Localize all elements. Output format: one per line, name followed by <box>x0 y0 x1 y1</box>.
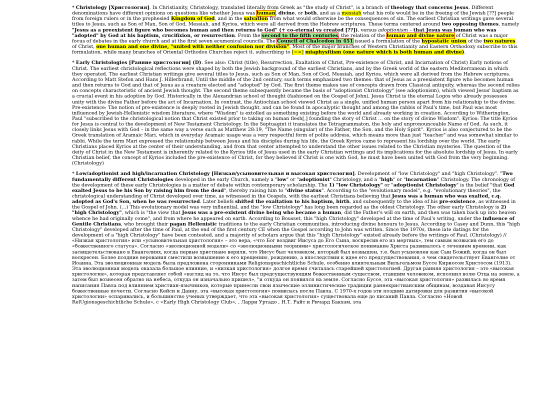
bold-text: Low/adoptionist and high/incarnation Christology [Низкая/усыновительная и высокая христология] <box>75 171 355 177</box>
bold-text: that Jesus was human who was "adopted" by God at his baptism, crucifixion, or resurrection <box>72 27 497 39</box>
bold-text: 1) "low Christology" <box>328 182 383 188</box>
highlighted-phrase: human and divine nature <box>386 32 455 39</box>
text-run: , the relation of the <box>337 32 387 39</box>
text-run: or " <box>382 182 394 188</box>
text-run: . In Christianity, Christology, translated literally from Greek as "the study of Christ", is a branch of <box>149 5 391 11</box>
text-run: " Christology, and a " <box>329 176 381 183</box>
text-run: " is the belief "that <box>456 182 504 188</box>
bold-text: 2) "high Christology" <box>72 204 507 216</box>
highlighted-phrase: hypostatic union <box>421 38 467 44</box>
bold-text: Christology [Христология] <box>75 5 150 11</box>
text-run: , and as a <box>316 10 342 17</box>
highlighted-phrase: messiah <box>341 10 362 17</box>
text-run: . From the <box>234 32 262 39</box>
bold-text: divine <box>278 10 295 17</box>
text-run: ", thereby raising him to " <box>223 187 288 194</box>
bold-text: Jesus was a pre-existent divine being who became a human <box>181 210 342 216</box>
bold-text: both <box>304 10 317 17</box>
text-run: * <box>72 60 76 66</box>
text-run: developed in the early Church, namely a " <box>173 176 278 183</box>
text-run: of Christ, <box>72 44 97 50</box>
bold-text: high <box>380 176 394 183</box>
text-run: , <box>275 10 279 17</box>
text-run: , as witnessed in the Gospel of John. (...) This evolutionary model was very influential, and the "low Christology" has long been regarded as the oldest Christology. The other early Christology is <box>72 199 516 211</box>
text-run: " Christology. The chronology of the development of these early Christologies is a matter of debate within contemporary scholarship. The <box>72 176 516 188</box>
bold-text: Jesus was a human who was exalted, c.q. adopted as God's Son, when he was resurrected <box>72 193 502 205</box>
highlighted-phrase: Kingdom of God <box>171 16 215 22</box>
entry-early-christologies <box>72 60 520 166</box>
text-run: . See also: Christ (title), Resurrection, Exaltation of Christ, Pre-existence of Christ, and Incarnation of Christ) Early notions of Christ. The earliest christological reflections were shaped by both the Jewish background of the earliest Christians, and by the Greek world of the eastern Mediterranean in which they operated. The earliest Christian writings give several titles to Jesus, such as Son of Man, Son of God, Messiah, and Kyrios, which were all derived from the Hebrew scriptures. According to Matt Stefon and Hans J. Hillerbrand, Until the middle of the 2nd century, such terms emphasized two themes: that of Jesus as a preexistent figure who becomes human and then returns to God and that of Jesus as a creature elected and "adopted" by God. The first theme makes use of concepts drawn from Classical antiquity, whereas the second relies on concepts characteristic of ancient Jewish thought. The second theme subsequently became the basis of "adoptionist Christology" (see adoptionism), which viewed Jesus' baptism as a crucial event in his adoption by God. Historically in the Alexandrian school of thought (fashioned on the Gospel of John), Jesus Christ is the eternal Logos who already possesses unity with the divine Father before the act of Incarnation. In contrast, the Antiochian school viewed Christ as a single, unified human person apart from his relationship to the divine. Pre-existence: The notion of pre-existence is deeply rooted in Jewish thought, and can be found in apocalyptic thought and among the rabbis of Paul's time, but Paul was most influenced by Jewish-Hellenistic wisdom literature, where "Wisdom" is extolled as something existing before the world and already working in creation. According to Witherington, Paul "subscribed to the christological notion that Christ existed prior to taking on human flesh[,] founding the story of Christ ... on the story of divine Wisdom". Kyrios: The title Kyrios for Jesus is central to the development of New Testament Christology. In the Septuagint it translates the Tetragrammaton, the holy and unpronounceable Name of God. As such, it closely links Jesus with God – in the same way a verse such as Matthew 28:19, "The Name (singular) of the Father, the Son, and the Holy Spirit". Kyrios is also conjectured to be the Greek translation of Aramaic Mari, which in everyday Aramaic usage was a very respectful form of polite address, which means more than just "teacher" and was somewhat similar to rabbi. While the term Mari expressed the relationship between Jesus and his disciples during his life, the Greek Kyrios came to represent his lordship over the world. The early Christians placed Kyrios at the center of their understanding, and from that center attempted to understand the other issues related to the Christian mysteries. The question of the deity of Christ in the New Testament is inherently related to the Kyrios title of Jesus used in the early Christian writings and its implications for the absolute lordship of Jesus. In early Christian belief, the concept of Kyrios included the pre-existence of Christ, for they believed if Christ is one with God, he must have been united with God from the very beginning. (Christology) <box>72 60 520 167</box>
text-run: what his role would be in the freeing of the Jewish [??] people from foreign rulers or in the prophesied <box>72 10 514 22</box>
text-run: , and in the <box>214 16 244 22</box>
bold-text: "Jesus as a preexistent figure who becomes human and then returns to God" (+ co-eternal vs created [??]) <box>72 27 358 33</box>
bold-text: pre-existence <box>439 199 476 205</box>
text-run: – <box>407 27 414 33</box>
text-run: " or " <box>393 176 406 183</box>
text-run: " or " <box>286 176 300 183</box>
highlighted-phrase: [=>] <box>291 49 304 56</box>
text-run: , which is "the view that <box>121 210 182 216</box>
bold-text: God exalted Jesus to be his Son by raising him from the dead <box>72 182 515 194</box>
highlighted-phrase: second to the fifth centuries <box>261 32 338 39</box>
text-run: traditions to the early Christian communities, introducing divine honours to Jesus. According to Casey and Dunn, this "high Christology" developed after the time of Paul, at the end of the first century CE when the Gospel according to John was written. Since the 1970s, these late datings for the development of a "high Christology" have been contested, and a majority of scholars argue that this "high Christology" existed already before the writings of Paul. (Christology) // «Низкая христология» или «усыновительная христология» – это вера, «что Бог воздвиг Иисуса до Его Сына, воскресив его из мертвых», тем самым возвысив его до «божественного статуса». Согласно «эволюционной модели» со «эволюционными теориями» христологическое понимание Христа развивалось с течением времени, как засвидетельствовано в Евангелиях, когда первые христиане верили, что Иисус был человеком, который был возвышен, т.е. был усыновлен как Сын Божий, когда он был воскресен. Более поздние верования сместили возвышение к его крещению, рождению, а впоследствии к идее его предсуществования, о чем свидетельствует Евангелие от Иоанна. Эта эволюционная модель была предложена сторонниками Religionsgeschichtliche Schule, особенно влиятельным Вильгельмом Буссе Кириосом Христосом (1913). Эта эволюционная модель оказала большое влияние, и «низкая христология» долгое время считалась старейшей христологией. Другая ранняя христология – это «высокая христология», которая представляет собой «взгляд на то, что Иисус был предсуществующим божественным существом, ставшим человеком, исполнил волю Отца на земле, а затем был вознесен обратно на небеса, откуда он изначально пришел», "и откуда он появился на земле. Согласно Буссе, эта «высокая христология» развилась во время написания Павла под влиянием христиан-язычников, которые принесли свои языческие эллинистические традиции раннехристианским общинам, воздавая Иисусу божественные почести. Согласно Кейси и Данну, эта «высокая христология» появилась после Павла. С 1970-х годов эти поздние датировки для развития «высокой христологии» оспаривались, и большинство ученых утверждает, что эта «высокая христология» существовала еще до писаний Павла. Согласно «Новой RelUgionsgeschichtliche Schule», с «Early High Christology Club», , Ларри Уртадо , Н.Т. Райт и Ричард Бакхэм, эта <box>72 221 520 305</box>
bold-text: influence of Gentile Christians <box>72 215 515 227</box>
text-run: issued a formulation of the <box>353 38 422 44</box>
text-run: , versus <box>357 27 379 33</box>
highlighted-phrase: one human and one divine, "united with neither confusion nor division" <box>96 44 290 50</box>
text-run: . <box>464 49 466 56</box>
text-run: . Later beliefs <box>199 199 236 205</box>
bold-text: Early Christologies [Ранние христологии] (D) <box>75 60 202 66</box>
highlighted-phrase: two natures <box>483 38 516 44</box>
entry-christology <box>72 5 520 55</box>
bold-text: incarnation <box>405 176 437 183</box>
bold-text: divine status <box>287 187 322 194</box>
bold-text: shifted the exaltation to his baptism, birth <box>235 199 350 205</box>
bold-text: adoptionist Christology <box>393 182 457 188</box>
text-run: adoptionism <box>378 27 408 33</box>
text-run: , who brought their <box>120 221 170 227</box>
text-run: , did the Father's will on earth, and then was taken back up into heaven whence he had originally come", and from where he appeared on earth. According to Bousset, this "high Christology" developed at the time of Paul's writing, under the <box>72 210 517 222</box>
text-run: from what would otherwise be the consequences of sin. The earliest Christian writings gave several titles to Jesus, such as Son of Man, Son of God, Messiah, and Kyrios, which were all derived from the Hebrew scriptures. These terms centered around <box>72 16 514 28</box>
bold-text: pagan Hellenistic <box>169 221 218 227</box>
bold-text: Two fundamentally different Christologies <box>72 171 513 183</box>
text-run: * <box>72 5 76 11</box>
text-run: , namely <box>498 21 520 28</box>
text-run: of the <box>466 38 484 44</box>
entry-low-and-high-christology <box>72 171 520 305</box>
bold-text: theology that concerns Jesus <box>390 5 469 11</box>
bold-text: low <box>277 176 287 183</box>
text-run: , and subsequently to the idea of his <box>349 199 440 205</box>
highlighted-phrase: Council of Chalcedon in 451 <box>276 38 354 44</box>
text-run: , or <box>294 10 305 17</box>
text-run: . Most of the major branches of Western Christianity and Eastern Orthodoxy subscribe to this formulation, while many branches of Oriental Orthodox Churches reject it, subscribing to <box>72 44 518 56</box>
bold-text: two opposing themes <box>441 21 499 28</box>
highlighted-phrase: miaphysitism (one nature which is both human and divine) <box>305 49 465 56</box>
text-run: of Christ was a major focus of debates in the early church and at the first seven ecumenical councils. The <box>72 32 508 44</box>
text-run: . Development of "low Christology" and "high Christology". " <box>354 171 503 177</box>
highlighted-phrase: salvation <box>243 16 269 22</box>
text-run: * <box>72 171 76 177</box>
text-run: . Different denominations have different opinions on questions like whether Jesus was <box>72 5 494 17</box>
bold-text: adoptionist <box>299 176 330 183</box>
highlighted-phrase: human <box>256 10 276 17</box>
text-run: ". According to the "evolutionary model", e.g. "evolutionary theories", the christological understanding of Christ developed over time, as witnessed in the Gospels, with the earliest Christians believing that <box>72 187 501 199</box>
